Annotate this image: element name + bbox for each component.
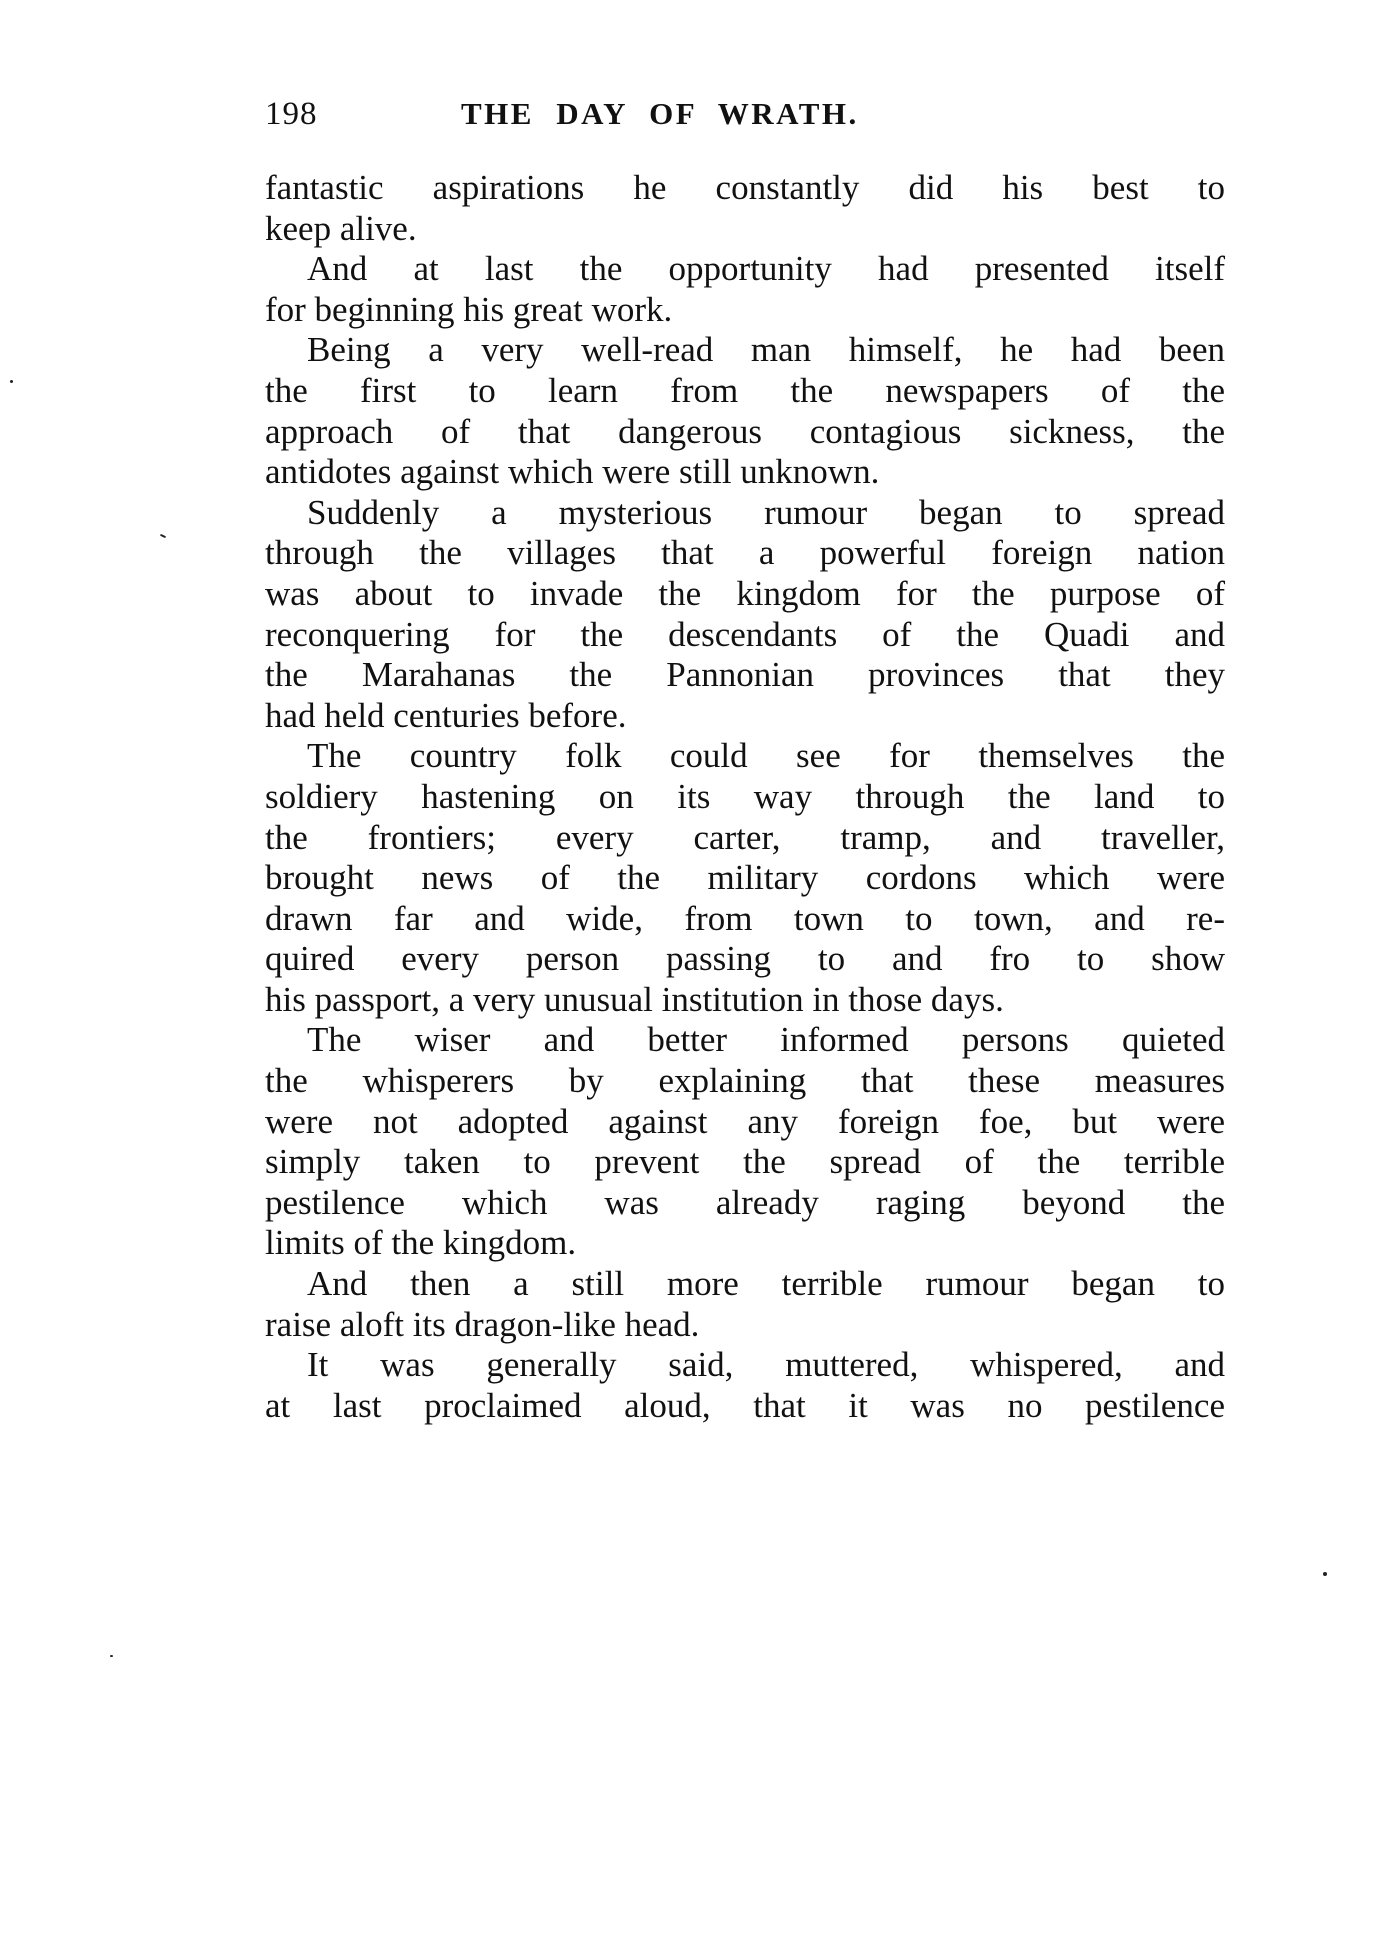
text-line: his passport, a very unusual institution in those days. bbox=[265, 979, 1004, 1019]
text-line: And then a still more terrible rumour began to bbox=[307, 1264, 1225, 1304]
text-line: the Marahanas the Pannonian provinces that they bbox=[265, 655, 1225, 695]
text-line: antidotes against which were still unknown. bbox=[265, 452, 880, 492]
text-line: The wiser and better informed persons quieted bbox=[307, 1020, 1225, 1060]
text-line: were not adopted against any foreign foe, but were bbox=[265, 1101, 1225, 1141]
text-line: And at last the opportunity had presented itself bbox=[307, 249, 1225, 289]
text-line: pestilence which was already raging beyond the bbox=[265, 1182, 1225, 1222]
text-line: keep alive. bbox=[265, 208, 417, 248]
paragraph bbox=[265, 493, 1225, 737]
text-line: raise aloft its dragon-like head. bbox=[265, 1304, 700, 1344]
text-line: drawn far and wide, from town to town, and re- bbox=[265, 898, 1225, 938]
scan-speck bbox=[10, 380, 13, 383]
scan-speck bbox=[110, 1655, 113, 1657]
text-line: had held centuries before. bbox=[265, 695, 627, 735]
running-head bbox=[265, 92, 1225, 136]
paragraph bbox=[265, 736, 1225, 1020]
running-title: THE DAY OF WRATH. bbox=[461, 96, 859, 131]
text-line: for beginning his great work. bbox=[265, 289, 673, 329]
text-line: soldiery hastening on its way through the land to bbox=[265, 776, 1225, 816]
text-line: reconquering for the descendants of the Quadi and bbox=[265, 614, 1225, 654]
scan-speck bbox=[160, 534, 166, 538]
text-line: brought news of the military cordons which were bbox=[265, 858, 1225, 898]
text-line: It was generally said, muttered, whispered, and bbox=[307, 1345, 1225, 1385]
paragraph bbox=[265, 249, 1225, 330]
paragraph bbox=[265, 1345, 1225, 1426]
paragraph bbox=[265, 168, 1225, 249]
text-line: the frontiers; every carter, tramp, and traveller, bbox=[265, 817, 1225, 857]
text-line: The country folk could see for themselves the bbox=[307, 736, 1225, 776]
text-line: Suddenly a mysterious rumour began to spread bbox=[307, 492, 1225, 532]
text-line: the whisperers by explaining that these measures bbox=[265, 1061, 1225, 1101]
text-line: quired every person passing to and fro to show bbox=[265, 939, 1225, 979]
text-line: limits of the kingdom. bbox=[265, 1223, 577, 1263]
text-line: fantastic aspirations he constantly did his best to bbox=[265, 168, 1225, 207]
text-line: at last proclaimed aloud, that it was no pestilence bbox=[265, 1385, 1225, 1425]
body-text bbox=[265, 168, 1225, 1426]
text-line: approach of that dangerous contagious sickness, the bbox=[265, 411, 1225, 451]
text-line: through the villages that a powerful foreign nation bbox=[265, 533, 1225, 573]
text-line: was about to invade the kingdom for the purpose of bbox=[265, 573, 1225, 613]
paragraph bbox=[265, 330, 1225, 492]
page-number: 198 bbox=[265, 96, 318, 132]
text-line: simply taken to prevent the spread of the terrible bbox=[265, 1142, 1225, 1182]
paragraph bbox=[265, 1264, 1225, 1345]
scan-speck bbox=[1323, 1572, 1327, 1576]
text-line: the first to learn from the newspapers of the bbox=[265, 370, 1225, 410]
text-line: Being a very well-read man himself, he had been bbox=[307, 330, 1225, 370]
paragraph bbox=[265, 1020, 1225, 1264]
